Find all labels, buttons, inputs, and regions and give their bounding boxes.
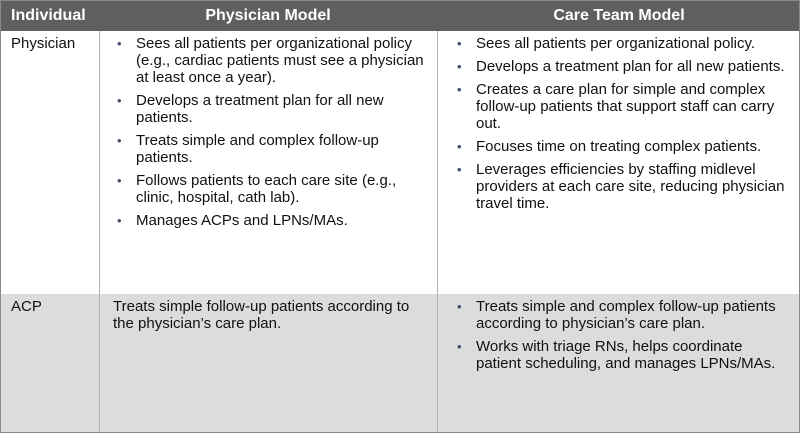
list-item: • Develops a treatment plan for all new patients. — [457, 58, 785, 75]
row-label-physician: Physician — [11, 35, 76, 52]
list-item: • Works with triage RNs, helps coordinate patient scheduling, and manages LPNs/MAs. — [457, 338, 776, 372]
bullet-icon: • — [457, 299, 462, 314]
list-item: • Treats simple and complex follow-up patients according to physician’s care plan. — [457, 298, 776, 332]
table-row-acp — [1, 294, 799, 432]
list-item: • Treats simple and complex follow-up patients. — [117, 132, 379, 166]
bullet-icon: • — [457, 36, 462, 51]
list-item: • Creates a care plan for simple and complex follow-up patients that support staff can carry out. — [457, 81, 775, 132]
cell-text: Treats simple follow-up patients according to the physician’s care plan. — [113, 298, 410, 332]
bullet-icon: • — [117, 133, 122, 148]
list-item: • Follows patients to each care site (e.g., clinic, hospital, cath lab). — [117, 172, 397, 206]
list-item: • Develops a treatment plan for all new patients. — [117, 92, 384, 126]
column-divider — [437, 31, 438, 432]
list-item: • Manages ACPs and LPNs/MAs. — [117, 212, 348, 229]
physician-model-cell — [101, 35, 431, 235]
list-item: • Leverages efficiencies by staffing midlevel providers at each care site, reducing physician travel time. — [457, 161, 785, 212]
bullet-icon: • — [457, 339, 462, 354]
bullet-icon: • — [117, 36, 122, 51]
table-row-physician — [1, 31, 799, 294]
row-label-acp: ACP — [11, 298, 42, 315]
bullet-icon: • — [117, 93, 122, 108]
care-team-model-cell — [441, 35, 791, 218]
bullet-icon: • — [117, 213, 122, 228]
header-individual: Individual — [11, 7, 86, 24]
list-item: • Focuses time on treating complex patients. — [457, 138, 762, 155]
table-header — [1, 1, 799, 31]
bullet-icon: • — [457, 162, 462, 177]
bullet-icon: • — [457, 59, 462, 74]
list-item: • Sees all patients per organizational policy. — [457, 35, 756, 52]
column-divider — [99, 31, 100, 432]
care-team-model-cell — [441, 298, 791, 378]
list-item: • Sees all patients per organizational policy (e.g., cardiac patients must see a physician at least once a year). — [117, 35, 424, 86]
header-care-team-model: Care Team Model — [553, 7, 685, 24]
header-physician-model: Physician Model — [205, 7, 331, 24]
bullet-icon: • — [117, 173, 122, 188]
bullet-icon: • — [457, 82, 462, 97]
physician-model-cell — [101, 298, 431, 332]
bullet-icon: • — [457, 139, 462, 154]
